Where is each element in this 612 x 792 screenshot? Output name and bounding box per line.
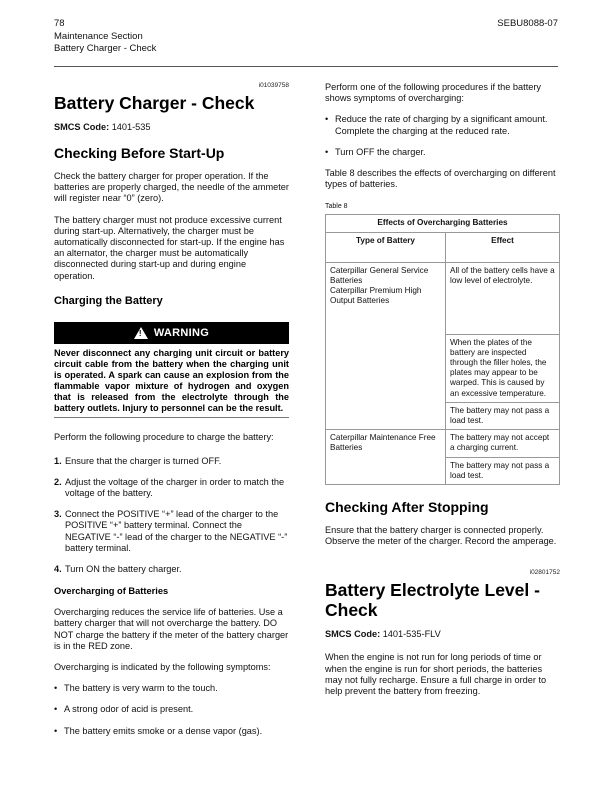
- section-title-2: Battery Electrolyte Level - Check: [325, 580, 540, 621]
- paragraph-overcharging: Overcharging reduces the service life of batteries. Use a battery charger that will not overcharge the battery. DO NOT charge the battery if the meter of the battery charger is in the RED zone.: [54, 607, 289, 651]
- left-column: [54, 82, 289, 747]
- effect-cell: When the plates of the battery are inspected through the filler holes, the plates may appear to be warped. This is caused by an excessive temperature.: [446, 334, 560, 402]
- symptom-item: [54, 726, 289, 737]
- heading-after-stopping: Checking After Stopping: [325, 499, 489, 516]
- column-header-type: Type of Battery: [326, 232, 446, 262]
- charging-steps: [54, 456, 289, 576]
- symptom-list: [54, 683, 289, 737]
- reference-id-2: i02801752: [529, 569, 560, 577]
- symptom-item: [54, 683, 289, 694]
- battery-type: Caterpillar General Service Batteries: [330, 265, 429, 285]
- right-column: [325, 82, 560, 697]
- paragraph-symptoms: Overcharging is indicated by the following symptoms:: [54, 662, 271, 673]
- battery-type-cell: [326, 430, 446, 485]
- overcharging-table: [325, 214, 560, 485]
- smcs-label: SMCS Code:: [325, 629, 381, 640]
- bullet-icon: •: [54, 683, 58, 694]
- battery-type-cell: [326, 262, 446, 430]
- symptom-text: The battery is very warm to the touch.: [64, 683, 218, 694]
- step-text: Connect the POSITIVE “+” lead of the charger to the POSITIVE “+” battery terminal. Connect the NEGATIVE “-” lead of the charger to the NEGATIVE “-” battery terminal.: [65, 509, 288, 553]
- paragraph-after-stopping: Ensure that the battery charger is connected properly. Observe the meter of the charger. Record the amperage.: [325, 525, 557, 547]
- effect-cell: All of the battery cells have a low level of electrolyte.: [446, 262, 560, 334]
- smcs-label: SMCS Code:: [54, 122, 110, 132]
- procedure-text: Turn OFF the charger.: [335, 146, 426, 157]
- step-text: Adjust the voltage of the charger in order to match the voltage of the battery.: [65, 476, 285, 498]
- step-number: 2.: [54, 476, 62, 487]
- effect-cell: The battery may not accept a charging current.: [446, 430, 560, 457]
- page-number: 78: [54, 18, 65, 29]
- table-caption: Table 8: [325, 203, 348, 211]
- step-item: [54, 509, 289, 554]
- paragraph-procedure: Perform the following procedure to charge the battery:: [54, 432, 274, 443]
- heading-before-startup: Checking Before Start-Up: [54, 145, 225, 161]
- bullet-icon: •: [325, 114, 329, 125]
- paragraph-perform: Perform one of the following procedures if the battery shows symptoms of overcharging:: [325, 82, 542, 104]
- paragraph-table-intro: Table 8 describes the effects of overcharging on different types of batteries.: [325, 168, 556, 190]
- page-header-left: [54, 18, 156, 56]
- bullet-icon: •: [325, 146, 329, 157]
- effect-cell: The battery may not pass a load test.: [446, 402, 560, 429]
- document-id: SEBU8088-07: [497, 18, 558, 29]
- warning-triangle-icon: [134, 327, 148, 339]
- step-text: Turn ON the battery charger.: [65, 564, 182, 575]
- bullet-icon: •: [54, 704, 58, 715]
- battery-type: Caterpillar Premium High Output Batteries: [330, 286, 422, 306]
- header-divider: [54, 66, 558, 67]
- section-name: Maintenance Section: [54, 30, 143, 42]
- procedure-list: [325, 114, 560, 158]
- smcs-code-2: [325, 628, 560, 640]
- step-number: 1.: [54, 455, 62, 466]
- section-title: Battery Charger - Check: [54, 93, 255, 113]
- smcs-code: [54, 121, 289, 133]
- reference-id: i01039758: [258, 82, 289, 89]
- paragraph-electrolyte: When the engine is not run for long periods of time or when the engine is run for short periods, the batteries may not fully recharge. Ensure a full charge in order to help prevent the battery from freezing.: [325, 652, 547, 697]
- step-text: Ensure that the charger is turned OFF.: [65, 455, 222, 466]
- warning-text: Never disconnect any charging unit circuit or battery circuit cable from the battery when the charging unit is operated. A spark can cause an explosion from the flammable vapor mixture of hydrogen and oxygen that is released from the electrolyte through the battery outlets. Injury to personnel can be the result.: [54, 348, 289, 419]
- battery-type: Caterpillar Maintenance Free Batteries: [330, 433, 436, 453]
- paragraph-excessive-current: The battery charger must not produce excessive current during start-up. Alternatively, the charger must be automatically disconnected for start-up. If the engine has an alternator, the charger must be automatically disconnected during start-up and during engine operation.: [54, 214, 285, 281]
- warning-label: WARNING: [153, 326, 210, 339]
- table-row: [326, 262, 560, 334]
- procedure-text: Reduce the rate of charging by a significant amount. Complete the charging at the reduced rate.: [335, 114, 548, 136]
- topic-name: Battery Charger - Check: [54, 43, 157, 54]
- warning-box: [54, 322, 289, 419]
- symptom-item: [54, 704, 289, 715]
- procedure-item: [325, 114, 560, 136]
- step-item: [54, 564, 289, 575]
- effect-cell: The battery may not pass a load test.: [446, 457, 560, 484]
- heading-overcharging: Overcharging of Batteries: [54, 586, 169, 597]
- step-item: [54, 477, 289, 499]
- smcs-value: 1401-535-FLV: [382, 629, 441, 640]
- step-number: 4.: [54, 564, 62, 575]
- symptom-text: The battery emits smoke or a dense vapor (gas).: [64, 725, 263, 736]
- warning-banner: [54, 322, 289, 344]
- procedure-item: [325, 147, 560, 158]
- bullet-icon: •: [54, 725, 58, 736]
- step-item: [54, 456, 289, 467]
- table-row: [326, 430, 560, 457]
- smcs-value: 1401-535: [111, 122, 151, 132]
- paragraph-check: Check the battery charger for proper operation. If the batteries are properly charged, the needle of the ammeter will register near “0” (zero).: [54, 171, 289, 204]
- heading-charging-battery: Charging the Battery: [54, 294, 163, 307]
- step-number: 3.: [54, 509, 62, 520]
- column-header-effect: Effect: [446, 232, 560, 262]
- table-title: Effects of Overcharging Batteries: [326, 215, 560, 232]
- symptom-text: A strong odor of acid is present.: [64, 704, 194, 715]
